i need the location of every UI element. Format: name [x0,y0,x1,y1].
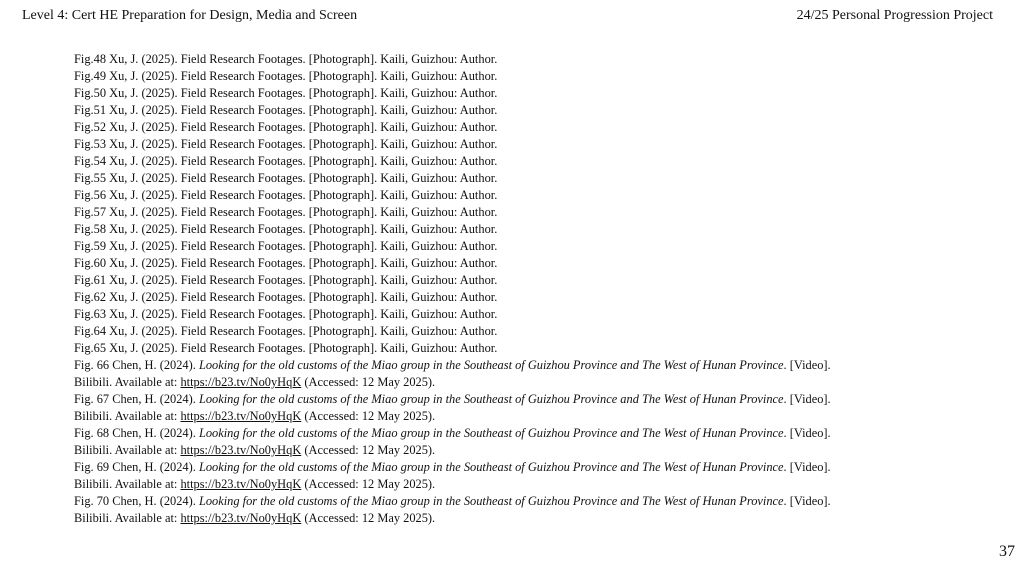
reference-platform: Bilibili. Available at: [74,375,181,389]
reference-fig-63: Fig.63 Xu, J. (2025). Field Research Footages. [Photograph]. Kaili, Guizhou: Author. [74,307,498,321]
reference-fig-68 [74,425,954,459]
reference-fig-49: Fig.49 Xu, J. (2025). Field Research Footages. [Photograph]. Kaili, Guizhou: Author. [74,69,498,83]
reference-platform: Bilibili. Available at: [74,443,181,457]
reference-prefix: Fig. 67 Chen, H. (2024). [74,392,199,406]
reference-fig-60: Fig.60 Xu, J. (2025). Field Research Footages. [Photograph]. Kaili, Guizhou: Author. [74,256,498,270]
reference-fig-53: Fig.53 Xu, J. (2025). Field Research Footages. [Photograph]. Kaili, Guizhou: Author. [74,137,498,151]
reference-medium: . [Video]. [783,494,831,508]
reference-accessed: (Accessed: 12 May 2025). [301,477,436,491]
reference-prefix: Fig. 69 Chen, H. (2024). [74,460,199,474]
reference-prefix: Fig. 70 Chen, H. (2024). [74,494,199,508]
reference-fig-67 [74,391,954,425]
reference-fig-57: Fig.57 Xu, J. (2025). Field Research Footages. [Photograph]. Kaili, Guizhou: Author. [74,205,498,219]
reference-url-link[interactable]: https://b23.tv/No0yHqK [180,443,302,457]
reference-fig-50: Fig.50 Xu, J. (2025). Field Research Footages. [Photograph]. Kaili, Guizhou: Author. [74,86,498,100]
reference-fig-52: Fig.52 Xu, J. (2025). Field Research Footages. [Photograph]. Kaili, Guizhou: Author. [74,120,498,134]
reference-fig-62: Fig.62 Xu, J. (2025). Field Research Footages. [Photograph]. Kaili, Guizhou: Author. [74,290,498,304]
reference-fig-55: Fig.55 Xu, J. (2025). Field Research Footages. [Photograph]. Kaili, Guizhou: Author. [74,171,498,185]
reference-video-title: Looking for the old customs of the Miao group in the Southeast of Guizhou Province and The West of Hunan Province [198,358,784,372]
reference-platform: Bilibili. Available at: [74,477,181,491]
reference-fig-54: Fig.54 Xu, J. (2025). Field Research Footages. [Photograph]. Kaili, Guizhou: Author. [74,154,498,168]
reference-accessed: (Accessed: 12 May 2025). [301,443,436,457]
reference-fig-61: Fig.61 Xu, J. (2025). Field Research Footages. [Photograph]. Kaili, Guizhou: Author. [74,273,498,287]
reference-fig-56: Fig.56 Xu, J. (2025). Field Research Footages. [Photograph]. Kaili, Guizhou: Author. [74,188,498,202]
reference-medium: . [Video]. [783,392,831,406]
header-project-title: 24/25 Personal Progression Project [796,8,993,23]
reference-accessed: (Accessed: 12 May 2025). [301,511,436,525]
reference-fig-64: Fig.64 Xu, J. (2025). Field Research Footages. [Photograph]. Kaili, Guizhou: Author. [74,324,498,338]
reference-url-link[interactable]: https://b23.tv/No0yHqK [180,511,302,525]
reference-fig-59: Fig.59 Xu, J. (2025). Field Research Footages. [Photograph]. Kaili, Guizhou: Author. [74,239,498,253]
reference-fig-66 [74,357,954,391]
reference-fig-69 [74,459,954,493]
reference-url-link[interactable]: https://b23.tv/No0yHqK [180,477,302,491]
reference-list [74,51,954,527]
reference-video-title: Looking for the old customs of the Miao group in the Southeast of Guizhou Province and The West of Hunan Province [198,426,784,440]
reference-accessed: (Accessed: 12 May 2025). [301,375,436,389]
reference-fig-48: Fig.48 Xu, J. (2025). Field Research Footages. [Photograph]. Kaili, Guizhou: Author. [74,52,498,66]
reference-url-link[interactable]: https://b23.tv/No0yHqK [180,375,302,389]
page-number: 37 [999,543,1015,560]
reference-medium: . [Video]. [783,460,831,474]
reference-prefix: Fig. 68 Chen, H. (2024). [74,426,199,440]
reference-fig-58: Fig.58 Xu, J. (2025). Field Research Footages. [Photograph]. Kaili, Guizhou: Author. [74,222,498,236]
header-course-title: Level 4: Cert HE Preparation for Design, Media and Screen [22,8,358,23]
reference-fig-51: Fig.51 Xu, J. (2025). Field Research Footages. [Photograph]. Kaili, Guizhou: Author. [74,103,498,117]
reference-medium: . [Video]. [783,358,831,372]
reference-video-title: Looking for the old customs of the Miao group in the Southeast of Guizhou Province and The West of Hunan Province [198,494,784,508]
reference-url-link[interactable]: https://b23.tv/No0yHqK [180,409,302,423]
reference-video-title: Looking for the old customs of the Miao group in the Southeast of Guizhou Province and The West of Hunan Province [198,392,784,406]
reference-fig-65: Fig.65 Xu, J. (2025). Field Research Footages. [Photograph]. Kaili, Guizhou: Author. [74,341,498,355]
reference-platform: Bilibili. Available at: [74,511,181,525]
reference-medium: . [Video]. [783,426,831,440]
reference-fig-70 [74,493,954,527]
reference-video-title: Looking for the old customs of the Miao group in the Southeast of Guizhou Province and The West of Hunan Province [198,460,784,474]
reference-accessed: (Accessed: 12 May 2025). [301,409,436,423]
reference-platform: Bilibili. Available at: [74,409,181,423]
reference-prefix: Fig. 66 Chen, H. (2024). [74,358,199,372]
